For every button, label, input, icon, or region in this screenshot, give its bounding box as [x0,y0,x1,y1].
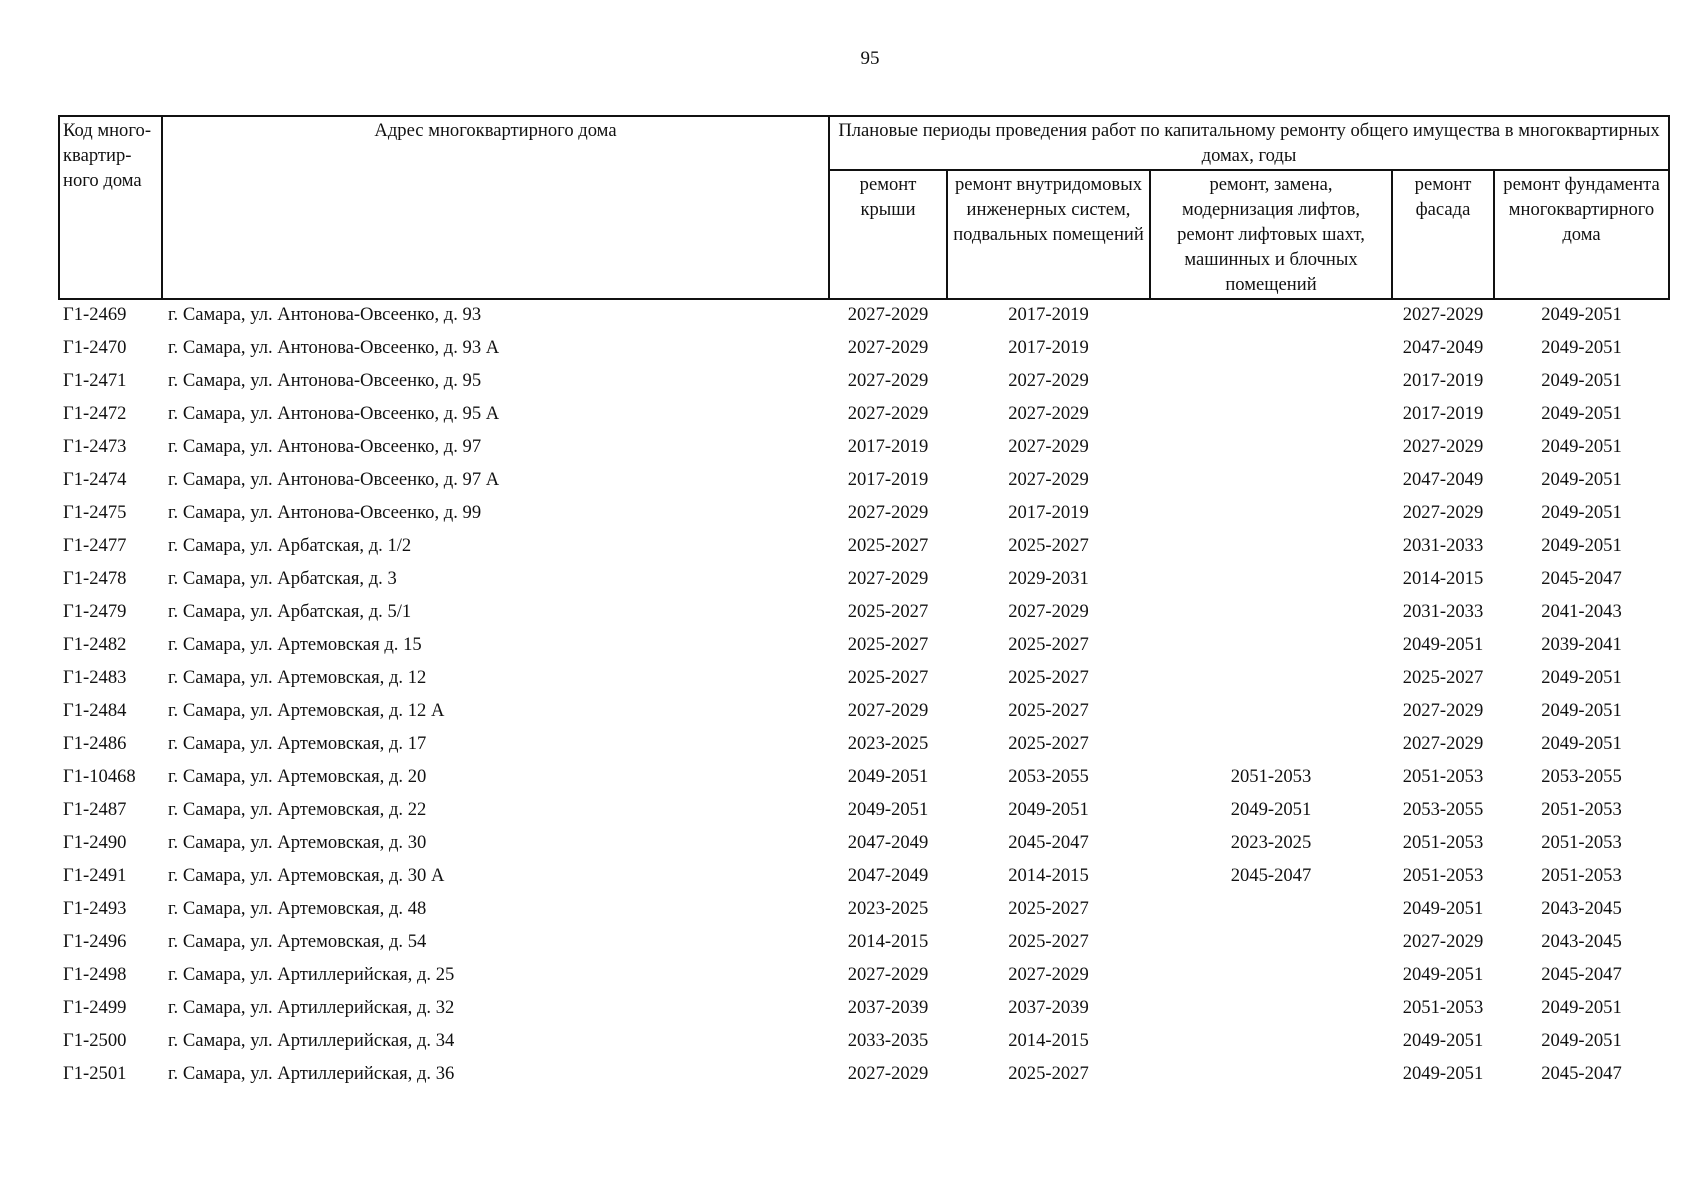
cell-facade: 2025-2027 [1402,667,1484,688]
cell-foundation: 2045-2047 [1541,964,1622,985]
table-row [59,533,1669,566]
cell-roof: 2025-2027 [847,601,929,622]
cell-foundation: 2049-2051 [1541,469,1622,490]
cell-engineering: 2014-2015 [1008,865,1089,886]
cell-facade: 2031-2033 [1402,601,1484,622]
header-lifts: ремонт, замена, модернизация лифтов, ремонт лифтовых шахт, машинных и блочных помещений [1150,170,1392,299]
cell-roof: 2027-2029 [847,700,929,721]
cell-roof: 2027-2029 [847,337,929,358]
cell-address: г. Самара, ул. Артемовская, д. 22 [168,799,427,820]
cell-code: Г1-2472 [63,403,127,424]
cell-address: г. Самара, ул. Артемовская, д. 12 А [168,700,445,721]
cell-engineering: 2037-2039 [1008,997,1089,1018]
cell-foundation: 2053-2055 [1541,766,1622,787]
cell-engineering: 2025-2027 [1008,1063,1089,1084]
cell-roof: 2049-2051 [847,766,929,787]
cell-roof: 2023-2025 [847,733,929,754]
cell-foundation: 2051-2053 [1541,832,1622,853]
cell-facade: 2027-2029 [1402,436,1484,457]
header-address: Адрес многоквартирного дома [162,116,829,299]
cell-foundation: 2049-2051 [1541,1030,1622,1051]
cell-engineering: 2025-2027 [1008,700,1089,721]
header-roof: ремонт крыши [829,170,947,299]
cell-lifts: 2049-2051 [1230,799,1312,820]
cell-roof: 2037-2039 [847,997,929,1018]
cell-foundation: 2039-2041 [1541,634,1622,655]
cell-foundation: 2049-2051 [1541,700,1622,721]
cell-lifts [1150,533,1392,566]
table-row [59,929,1669,962]
cell-roof: 2027-2029 [847,304,929,325]
cell-code: Г1-2501 [63,1063,127,1084]
table-body [59,299,1669,1094]
cell-address: г. Самара, ул. Артемовская, д. 30 [168,832,427,853]
cell-foundation: 2051-2053 [1541,799,1622,820]
cell-foundation: 2043-2045 [1541,898,1622,919]
cell-facade: 2027-2029 [1402,733,1484,754]
cell-code: Г1-10468 [63,766,136,787]
cell-roof: 2027-2029 [847,502,929,523]
cell-facade: 2031-2033 [1402,535,1484,556]
cell-roof: 2017-2019 [847,436,929,457]
cell-facade: 2017-2019 [1402,403,1484,424]
cell-engineering: 2027-2029 [1008,403,1089,424]
cell-address: г. Самара, ул. Артемовская, д. 54 [168,931,427,952]
cell-roof: 2027-2029 [847,964,929,985]
cell-facade: 2053-2055 [1402,799,1484,820]
cell-foundation: 2043-2045 [1541,931,1622,952]
cell-address: г. Самара, ул. Антонова-Овсеенко, д. 93 А [168,337,500,358]
cell-address: г. Самара, ул. Артемовская, д. 12 [168,667,427,688]
cell-address: г. Самара, ул. Артиллерийская, д. 34 [168,1030,455,1051]
cell-address: г. Самара, ул. Артемовская д. 15 [168,634,422,655]
cell-foundation: 2045-2047 [1541,568,1622,589]
table-row [59,896,1669,929]
cell-address: г. Самара, ул. Антонова-Овсеенко, д. 95 А [168,403,500,424]
cell-roof: 2027-2029 [847,403,929,424]
cell-engineering: 2053-2055 [1008,766,1089,787]
table-row [59,1061,1669,1094]
cell-foundation: 2051-2053 [1541,865,1622,886]
cell-lifts [1150,599,1392,632]
cell-facade: 2051-2053 [1402,766,1484,787]
cell-foundation: 2049-2051 [1541,304,1622,325]
cell-address: г. Самара, ул. Антонова-Овсеенко, д. 93 [168,304,482,325]
table-row [59,731,1669,764]
cell-foundation: 2041-2043 [1541,601,1622,622]
table-row [59,401,1669,434]
cell-foundation: 2049-2051 [1541,436,1622,457]
cell-engineering: 2017-2019 [1008,337,1089,358]
cell-lifts [1150,1028,1392,1061]
cell-code: Г1-2490 [63,832,127,853]
cell-foundation: 2049-2051 [1541,667,1622,688]
cell-code: Г1-2471 [63,370,127,391]
cell-lifts [1150,731,1392,764]
cell-facade: 2049-2051 [1402,1030,1484,1051]
cell-address: г. Самара, ул. Артиллерийская, д. 36 [168,1063,455,1084]
cell-address: г. Самара, ул. Арбатская, д. 5/1 [168,601,412,622]
cell-engineering: 2025-2027 [1008,634,1089,655]
header-engineering: ремонт внутридомовых инженерных систем, подвальных помещений [947,170,1150,299]
cell-address: г. Самара, ул. Антонова-Овсеенко, д. 97 [168,436,482,457]
cell-engineering: 2025-2027 [1008,931,1089,952]
cell-facade: 2051-2053 [1402,997,1484,1018]
table-row [59,599,1669,632]
cell-roof: 2025-2027 [847,667,929,688]
cell-lifts [1150,929,1392,962]
cell-code: Г1-2491 [63,865,127,886]
cell-lifts: 2045-2047 [1230,865,1312,886]
table-row [59,632,1669,665]
table-header [59,116,1669,299]
cell-roof: 2047-2049 [847,832,929,853]
cell-lifts [1150,467,1392,500]
cell-lifts [1150,995,1392,1028]
cell-engineering: 2027-2029 [1008,964,1089,985]
cell-facade: 2014-2015 [1402,568,1484,589]
cell-code: Г1-2469 [63,304,127,325]
cell-foundation: 2049-2051 [1541,502,1622,523]
cell-address: г. Самара, ул. Антонова-Овсеенко, д. 99 [168,502,482,523]
cell-code: Г1-2474 [63,469,127,490]
cell-engineering: 2027-2029 [1008,469,1089,490]
cell-roof: 2025-2027 [847,535,929,556]
cell-facade: 2027-2029 [1402,304,1484,325]
cell-lifts [1150,962,1392,995]
cell-address: г. Самара, ул. Антонова-Овсеенко, д. 97 А [168,469,500,490]
cell-code: Г1-2493 [63,898,127,919]
header-code: Код много-квартир-ного дома [59,116,162,299]
cell-lifts [1150,401,1392,434]
cell-facade: 2027-2029 [1402,700,1484,721]
table-row [59,467,1669,500]
cell-engineering: 2049-2051 [1008,799,1089,820]
table-row [59,698,1669,731]
cell-facade: 2049-2051 [1402,1063,1484,1084]
table-row [59,299,1669,335]
cell-lifts [1150,299,1392,335]
cell-address: г. Самара, ул. Артемовская, д. 48 [168,898,427,919]
repair-schedule-table [58,115,1670,1094]
table-row [59,665,1669,698]
cell-roof: 2033-2035 [847,1030,929,1051]
cell-foundation: 2049-2051 [1541,337,1622,358]
cell-roof: 2025-2027 [847,634,929,655]
cell-engineering: 2029-2031 [1008,568,1089,589]
cell-roof: 2047-2049 [847,865,929,886]
cell-code: Г1-2473 [63,436,127,457]
cell-engineering: 2025-2027 [1008,535,1089,556]
cell-engineering: 2027-2029 [1008,370,1089,391]
cell-lifts [1150,698,1392,731]
header-foundation: ремонт фундамента многоквартирного дома [1494,170,1669,299]
cell-roof: 2027-2029 [847,370,929,391]
header-facade: ремонт фасада [1392,170,1494,299]
cell-roof: 2049-2051 [847,799,929,820]
cell-lifts [1150,500,1392,533]
table-row [59,797,1669,830]
table-row [59,962,1669,995]
cell-facade: 2027-2029 [1402,502,1484,523]
cell-code: Г1-2486 [63,733,127,754]
cell-roof: 2027-2029 [847,568,929,589]
cell-lifts [1150,566,1392,599]
header-periods: Плановые периоды проведения работ по капитальному ремонту общего имущества в многоквартирных домах, годы [829,116,1669,170]
cell-address: г. Самара, ул. Арбатская, д. 3 [168,568,397,589]
cell-facade: 2047-2049 [1402,469,1484,490]
cell-address: г. Самара, ул. Артемовская, д. 17 [168,733,427,754]
cell-address: г. Самара, ул. Артемовская, д. 30 А [168,865,445,886]
cell-lifts [1150,434,1392,467]
table-row [59,863,1669,896]
cell-address: г. Самара, ул. Артиллерийская, д. 32 [168,997,455,1018]
cell-lifts [1150,368,1392,401]
cell-foundation: 2049-2051 [1541,733,1622,754]
cell-lifts [1150,896,1392,929]
cell-address: г. Самара, ул. Артиллерийская, д. 25 [168,964,455,985]
table-row [59,1028,1669,1061]
cell-engineering: 2025-2027 [1008,898,1089,919]
cell-engineering: 2025-2027 [1008,733,1089,754]
cell-lifts [1150,335,1392,368]
table-row [59,335,1669,368]
cell-code: Г1-2470 [63,337,127,358]
cell-code: Г1-2477 [63,535,127,556]
cell-address: г. Самара, ул. Антонова-Овсеенко, д. 95 [168,370,482,391]
cell-facade: 2049-2051 [1402,898,1484,919]
cell-facade: 2051-2053 [1402,865,1484,886]
cell-engineering: 2027-2029 [1008,436,1089,457]
cell-engineering: 2027-2029 [1008,601,1089,622]
cell-code: Г1-2478 [63,568,127,589]
cell-lifts [1150,632,1392,665]
cell-facade: 2017-2019 [1402,370,1484,391]
cell-foundation: 2049-2051 [1541,370,1622,391]
cell-foundation: 2049-2051 [1541,535,1622,556]
cell-foundation: 2049-2051 [1541,997,1622,1018]
cell-facade: 2049-2051 [1402,634,1484,655]
cell-engineering: 2025-2027 [1008,667,1089,688]
table-row [59,368,1669,401]
cell-roof: 2017-2019 [847,469,929,490]
cell-code: Г1-2475 [63,502,127,523]
cell-facade: 2051-2053 [1402,832,1484,853]
cell-address: г. Самара, ул. Арбатская, д. 1/2 [168,535,412,556]
cell-engineering: 2017-2019 [1008,502,1089,523]
cell-foundation: 2049-2051 [1541,403,1622,424]
table-row [59,434,1669,467]
cell-engineering: 2017-2019 [1008,304,1089,325]
cell-roof: 2014-2015 [847,931,929,952]
cell-facade: 2047-2049 [1402,337,1484,358]
cell-roof: 2023-2025 [847,898,929,919]
cell-code: Г1-2483 [63,667,127,688]
cell-code: Г1-2500 [63,1030,127,1051]
cell-foundation: 2045-2047 [1541,1063,1622,1084]
cell-lifts [1150,1061,1392,1094]
cell-code: Г1-2498 [63,964,127,985]
cell-lifts: 2023-2025 [1230,832,1312,853]
cell-code: Г1-2487 [63,799,127,820]
table-row [59,566,1669,599]
cell-code: Г1-2484 [63,700,127,721]
cell-address: г. Самара, ул. Артемовская, д. 20 [168,766,427,787]
table-row [59,500,1669,533]
cell-code: Г1-2482 [63,634,127,655]
table-row [59,764,1669,797]
cell-engineering: 2014-2015 [1008,1030,1089,1051]
table-row [59,830,1669,863]
cell-lifts [1150,665,1392,698]
cell-roof: 2027-2029 [847,1063,929,1084]
cell-code: Г1-2499 [63,997,127,1018]
cell-engineering: 2045-2047 [1008,832,1089,853]
cell-facade: 2049-2051 [1402,964,1484,985]
cell-lifts: 2051-2053 [1230,766,1312,787]
page-number: 95 [860,48,880,69]
cell-code: Г1-2496 [63,931,127,952]
cell-facade: 2027-2029 [1402,931,1484,952]
table-row [59,995,1669,1028]
cell-code: Г1-2479 [63,601,127,622]
